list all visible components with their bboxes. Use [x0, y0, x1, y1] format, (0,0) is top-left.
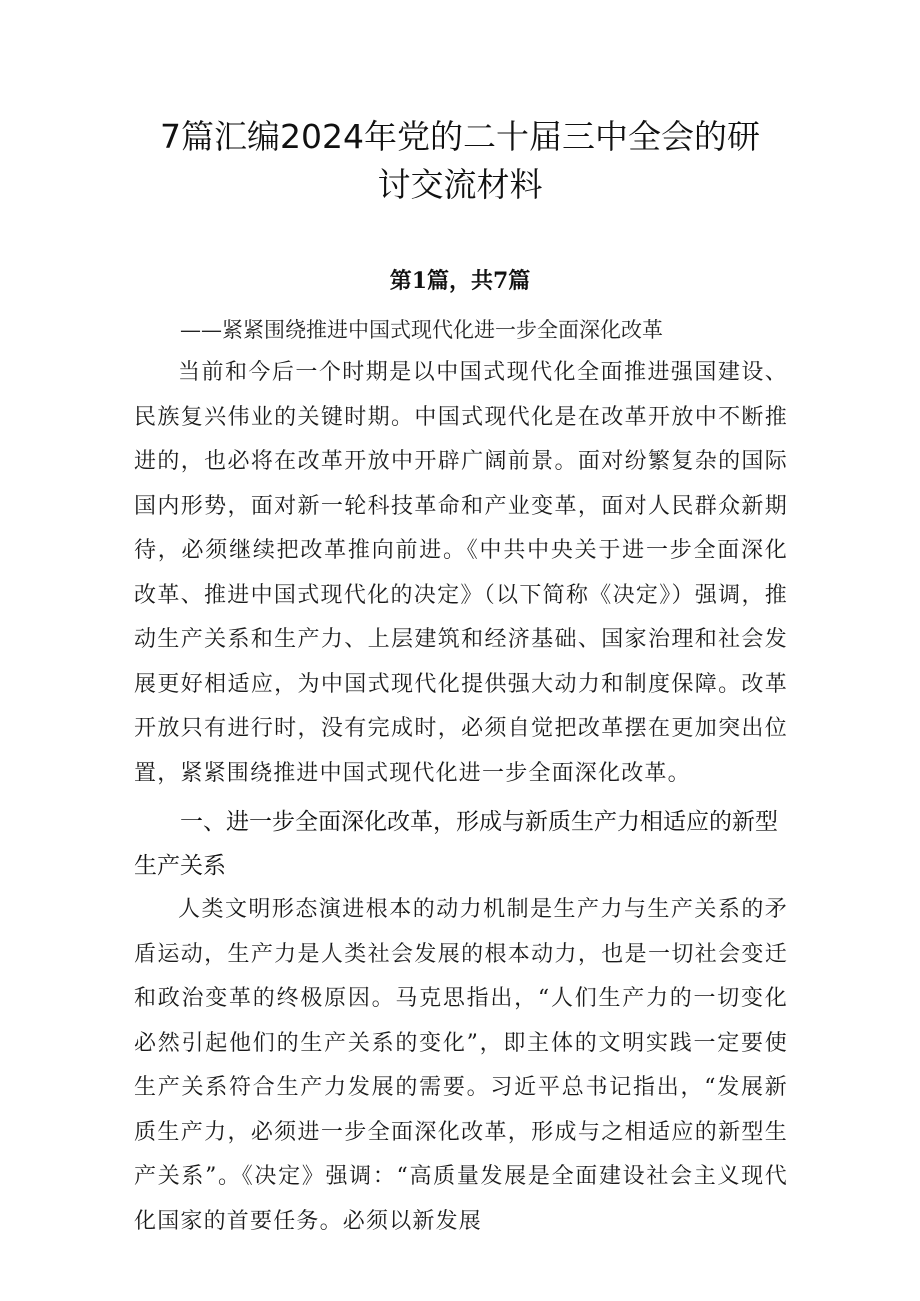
section-heading-1: 一、进一步全面深化改革，形成与新质生产力相适应的新型生产关系	[134, 809, 778, 879]
document-title-line1: 7篇汇编2024年党的二十届三中全会的研	[160, 117, 760, 156]
part-label: 第1篇，共7篇	[389, 268, 531, 294]
paragraph-intro: 当前和今后一个时期是以中国式现代化全面推进强国建设、民族复兴伟业的关键时期。中国式现代化是在改革开放中不断推进的，也必将在改革开放中开辟广阔前景。面对纷繁复杂的国际国内形势，面对新一轮科技革命和产业变革，面对人民群众新期待，必须继续把改革推向前进。《中共中央关于进一步全面深化改革、推进中国式现代化的决定》（以下简称《决定》）强调，推动生产关系和生产力、上层建筑和经济基础、国家治理和社会发展更好相适应，为中国式现代化提供强大动力和制度保障。改革开放只有进行时，没有完成时，必须自觉把改革摆在更加突出位置，紧紧围绕推进中国式现代化进一步全面深化改革。	[134, 360, 788, 786]
document-title-line2: 讨交流材料	[377, 165, 543, 204]
subtitle: ——紧紧围绕推进中国式现代化进一步全面深化改革	[180, 318, 663, 342]
paragraph-section-1: 人类文明形态演进根本的动力机制是生产力与生产关系的矛盾运动，生产力是人类社会发展的根本动力，也是一切社会变迁和政治变革的终极原因。马克思指出，“人们生产力的一切变化必然引起他们的生产关系的变化”，即主体的文明实践一定要使生产关系符合生产力发展的需要。习近平总书记指出，“发展新质生产力，必须进一步全面深化改革，形成与之相适应的新型生产关系”。《决定》强调：“高质量发展是全面建设社会主义现代化国家的首要任务。必须以新发展	[134, 897, 788, 1234]
